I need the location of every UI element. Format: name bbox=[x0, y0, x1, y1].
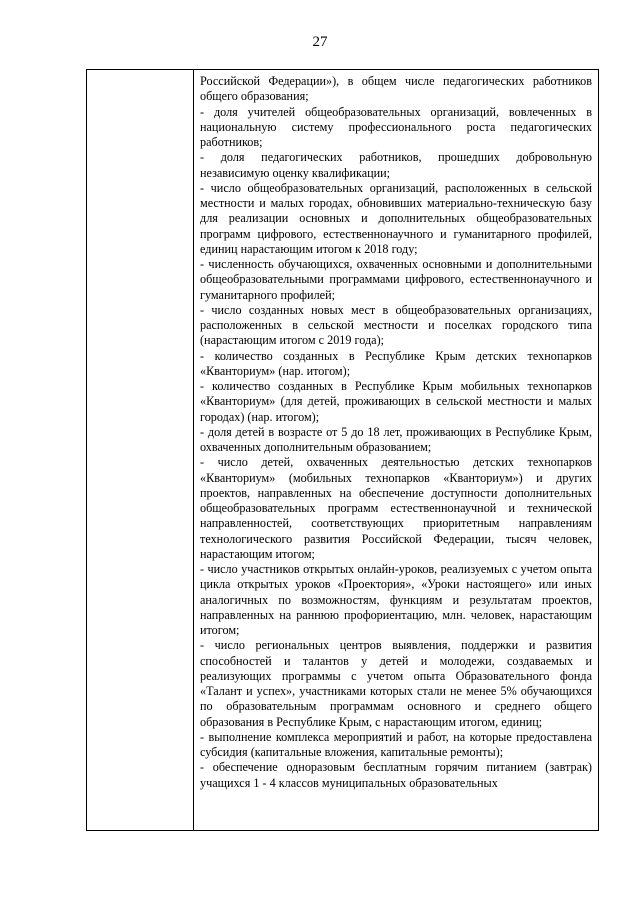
paragraph: - численность обучающихся, охваченных основными и дополнительными общеобразовательными программами цифрового, естественнонаучного и гуманитарного профилей; bbox=[200, 257, 592, 302]
paragraph: - число созданных новых мест в общеобразовательных организациях, расположенных в сельской местности и поселках городского типа (нарастающим итогом с 2019 года); bbox=[200, 302, 592, 348]
document-table bbox=[86, 69, 599, 831]
paragraph: - количество созданных в Республике Крым мобильных технопарков «Кванториум» (для детей, проживающих в сельской местности и малых городах) (нар. итогом); bbox=[200, 379, 592, 424]
paragraph: - число детей, охваченных деятельностью детских технопарков «Кванториум» (мобильных технопарков «Кванториум») и других проектов, направленных на обеспечение доступности дополнительных общеобразовательных программ естественнонаучной и технической направленностей, соответствующих приоритетным направлениям технологического развития Российской Федерации, тысяч человек, нарастающим итогом; bbox=[200, 455, 592, 561]
page-number: 27 bbox=[312, 34, 328, 50]
paragraph: - обеспечение одноразовым бесплатным горячим питанием (завтрак) учащихся 1 - 4 классов муниципальных образовательных bbox=[200, 760, 592, 790]
table-left-cell bbox=[87, 70, 194, 830]
table-right-cell bbox=[194, 70, 598, 830]
paragraph: - число участников открытых онлайн-уроков, реализуемых с учетом опыта цикла открытых уроков «Проектория», «Уроки настоящего» или иных аналогичных по возможностям, функциям и результатам проектов, направленных на раннюю профориентацию, млн. человек, нарастающим итогом; bbox=[200, 562, 592, 637]
paragraph: - выполнение комплекса мероприятий и работ, на которые предоставлена субсидия (капитальные вложения, капитальные ремонты); bbox=[200, 729, 592, 759]
paragraph: - доля детей в возрасте от 5 до 18 лет, проживающих в Республике Крым, охваченных дополнительным образованием; bbox=[200, 424, 592, 454]
paragraph: - доля учителей общеобразовательных организаций, вовлеченных в национальную систему профессионального роста педагогических работников; bbox=[200, 104, 592, 149]
paragraph: - число общеобразовательных организаций, расположенных в сельской местности и малых городах, обновивших материально-техническую базу для реализации основных и дополнительных общеобразовательных программ цифрового, естественнонаучного и гуманитарного профилей, единиц нарастающим итогом к 2018 году; bbox=[200, 180, 592, 256]
paragraph: Российской Федерации»), в общем числе педагогических работников общего образования; bbox=[200, 74, 592, 104]
paragraph: - количество созданных в Республике Крым детских технопарков «Кванториум» (нар. итогом); bbox=[200, 348, 592, 378]
paragraph: - доля педагогических работников, прошедших добровольную независимую оценку квалификации; bbox=[200, 150, 592, 180]
paragraph: - число региональных центров выявления, поддержки и развития способностей и талантов у детей и молодежи, создаваемых и реализующих программы с учетом опыта Образовательного фонда «Талант и успех», участниками которых стали не менее 5% обучающихся по образовательным программам основного и среднего общего образования в Республике Крым, с нарастающим итогом, единиц; bbox=[200, 638, 592, 729]
